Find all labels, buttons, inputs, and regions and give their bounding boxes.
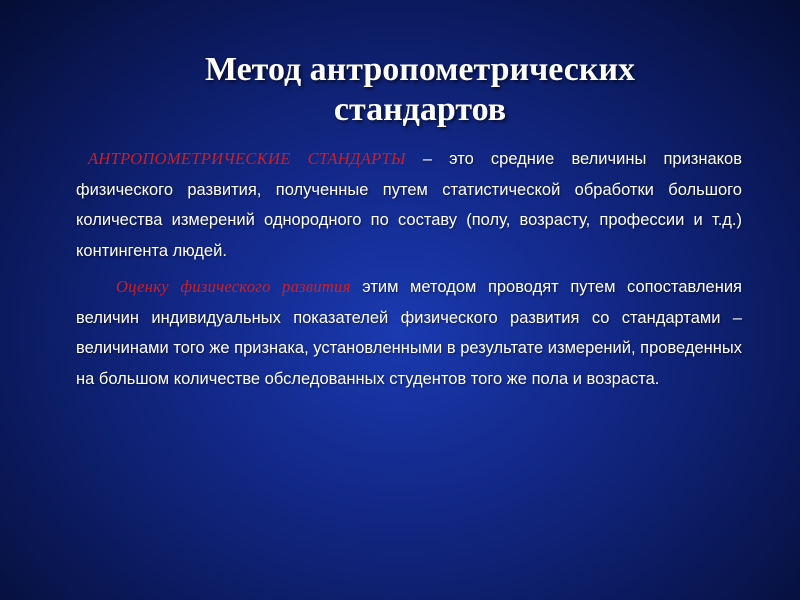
assessment-text: этим методом проводят путем сопоставления величин индивидуальных показателей физического развития со стандартами – величинами того же признака, установленными в результате измерений, проведенных на большом количестве обследованных студентов того же пола и возраста. — [76, 278, 742, 388]
term-physical-assessment: Оценку физического развития — [116, 277, 351, 296]
paragraph-assessment — [76, 272, 742, 394]
definition-text: – это средние величины признаков физического развития, полученные путем статистической обработки большого количества измерений однородного по составу (полу, возрасту, профессии и т.д.) контингента людей. — [76, 150, 743, 260]
slide-title-line2: стандартов — [333, 91, 507, 128]
slide-title — [120, 50, 720, 130]
term-anthropometric-standards: АНТРОПОМЕТРИЧЕСКИЕ СТАНДАРТЫ — [88, 149, 406, 168]
slide-title-line1: Метод антропометрических — [204, 51, 636, 88]
paragraph-definition — [76, 144, 742, 266]
slide-body — [76, 144, 742, 400]
